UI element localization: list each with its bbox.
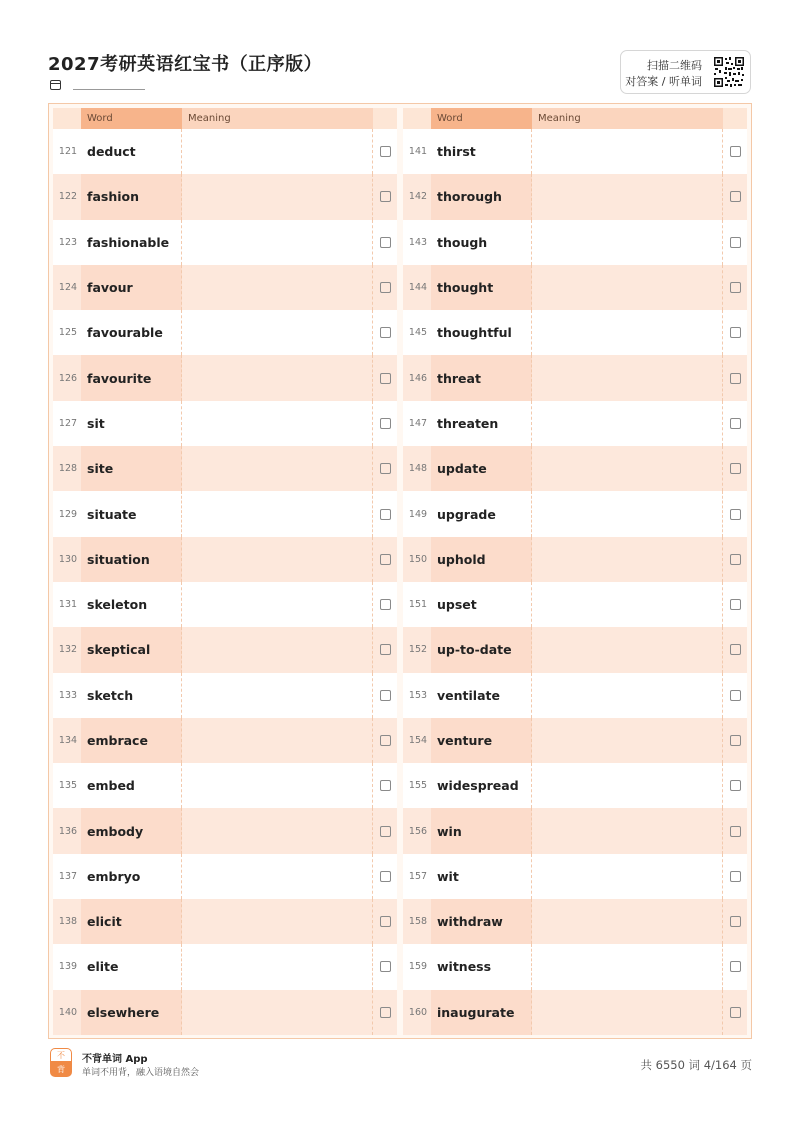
meaning-cell[interactable] xyxy=(532,129,723,174)
word-text: venture xyxy=(431,718,532,763)
check-cell xyxy=(723,763,747,808)
checkbox[interactable] xyxy=(730,735,741,746)
checkbox[interactable] xyxy=(380,282,391,293)
check-cell xyxy=(723,265,747,310)
meaning-cell[interactable] xyxy=(532,174,723,219)
checkbox[interactable] xyxy=(380,554,391,565)
checkbox[interactable] xyxy=(730,282,741,293)
word-text: situation xyxy=(81,537,182,582)
table-row xyxy=(403,944,747,989)
qr-caption-line2: 对答案 / 听单词 xyxy=(625,75,702,88)
table-row xyxy=(53,582,397,627)
checkbox[interactable] xyxy=(380,644,391,655)
check-cell xyxy=(373,129,397,174)
checkbox[interactable] xyxy=(380,735,391,746)
word-number: 133 xyxy=(58,689,78,701)
table-body xyxy=(403,129,747,1035)
checkbox[interactable] xyxy=(730,916,741,927)
checkbox[interactable] xyxy=(380,780,391,791)
meaning-cell[interactable] xyxy=(532,763,723,808)
meaning-cell[interactable] xyxy=(182,174,373,219)
word-number: 154 xyxy=(408,735,428,746)
word-text: favourable xyxy=(81,310,182,355)
checkbox[interactable] xyxy=(380,373,391,384)
header-word: Word xyxy=(431,108,532,129)
meaning-cell[interactable] xyxy=(182,537,373,582)
check-cell xyxy=(723,355,747,400)
date-row xyxy=(50,80,145,90)
word-number: 147 xyxy=(408,417,428,429)
table-row xyxy=(403,265,747,310)
header-check xyxy=(723,108,747,129)
word-text: site xyxy=(81,446,182,491)
meaning-cell[interactable] xyxy=(182,491,373,536)
meaning-cell[interactable] xyxy=(182,854,373,899)
word-number: 122 xyxy=(58,191,78,203)
check-cell xyxy=(723,808,747,853)
check-cell xyxy=(373,355,397,400)
meaning-cell[interactable] xyxy=(532,310,723,355)
table-row xyxy=(53,854,397,899)
table-row xyxy=(403,673,747,718)
app-slogan: 单词不用背，融入语境自然会 xyxy=(82,1068,200,1078)
word-number: 140 xyxy=(58,1006,78,1018)
word-text: situate xyxy=(81,491,182,536)
logo-bottom: 背 xyxy=(50,1062,72,1077)
check-cell xyxy=(373,990,397,1035)
table-row xyxy=(403,763,747,808)
word-number: 132 xyxy=(58,644,78,656)
check-cell xyxy=(373,220,397,265)
meaning-cell[interactable] xyxy=(532,537,723,582)
word-text: thought xyxy=(431,265,532,310)
table-row xyxy=(53,808,397,853)
word-text: upset xyxy=(431,582,532,627)
meaning-cell[interactable] xyxy=(532,401,723,446)
table-row xyxy=(403,220,747,265)
word-text: threaten xyxy=(431,401,532,446)
check-cell xyxy=(723,446,747,491)
page-title: 2027考研英语红宝书（正序版） xyxy=(48,54,323,75)
word-number: 130 xyxy=(58,553,78,565)
meaning-cell[interactable] xyxy=(532,582,723,627)
checkbox[interactable] xyxy=(730,191,741,202)
word-text: sit xyxy=(81,401,182,446)
word-text: embryo xyxy=(81,854,182,899)
checkbox[interactable] xyxy=(380,327,391,338)
table-body xyxy=(53,129,397,1035)
word-text: fashion xyxy=(81,174,182,219)
word-text: up-to-date xyxy=(431,627,532,672)
meaning-cell[interactable] xyxy=(532,491,723,536)
meaning-cell[interactable] xyxy=(182,220,373,265)
table-row xyxy=(403,582,747,627)
word-number: 135 xyxy=(58,780,78,792)
app-name: 不背单词 App xyxy=(82,1054,148,1065)
table-row xyxy=(53,446,397,491)
table-row xyxy=(403,718,747,763)
word-number: 157 xyxy=(408,870,428,882)
word-text: thoughtful xyxy=(431,310,532,355)
word-text: favourite xyxy=(81,355,182,400)
word-number: 128 xyxy=(58,463,78,475)
table-row xyxy=(403,129,747,174)
table-row xyxy=(53,673,397,718)
meaning-cell[interactable] xyxy=(182,673,373,718)
check-cell xyxy=(723,944,747,989)
word-text: thirst xyxy=(431,129,532,174)
word-number: 131 xyxy=(58,599,78,611)
table-row xyxy=(403,401,747,446)
word-number: 142 xyxy=(408,191,428,203)
meaning-cell[interactable] xyxy=(532,627,723,672)
table-row xyxy=(53,537,397,582)
check-cell xyxy=(373,265,397,310)
checkbox[interactable] xyxy=(380,961,391,972)
check-cell xyxy=(373,854,397,899)
meaning-cell[interactable] xyxy=(532,944,723,989)
checkbox[interactable] xyxy=(380,191,391,202)
check-cell xyxy=(373,446,397,491)
header-meaning: Meaning xyxy=(532,108,723,129)
checkbox[interactable] xyxy=(380,418,391,429)
word-number: 125 xyxy=(58,327,78,339)
word-text: thorough xyxy=(431,174,532,219)
qr-code-icon xyxy=(713,56,745,88)
check-cell xyxy=(373,673,397,718)
word-number: 155 xyxy=(408,780,428,792)
word-number: 151 xyxy=(408,599,428,611)
word-number: 134 xyxy=(58,735,78,746)
check-cell xyxy=(723,854,747,899)
check-cell xyxy=(373,808,397,853)
meaning-cell[interactable] xyxy=(532,854,723,899)
word-text: elicit xyxy=(81,899,182,944)
app-logo-icon xyxy=(50,1048,72,1078)
meaning-cell[interactable] xyxy=(182,944,373,989)
table-row xyxy=(53,718,397,763)
table-row xyxy=(403,446,747,491)
table-row xyxy=(403,854,747,899)
table-row xyxy=(53,129,397,174)
check-cell xyxy=(723,129,747,174)
word-number: 137 xyxy=(58,870,78,882)
vocab-frame xyxy=(48,103,752,1039)
checkbox[interactable] xyxy=(730,509,741,520)
table-row xyxy=(403,899,747,944)
meaning-cell[interactable] xyxy=(182,808,373,853)
meaning-cell[interactable] xyxy=(532,673,723,718)
word-text: skeptical xyxy=(81,627,182,672)
check-cell xyxy=(723,220,747,265)
checkbox[interactable] xyxy=(380,871,391,882)
word-text: wit xyxy=(431,854,532,899)
table-row xyxy=(403,808,747,853)
checkbox[interactable] xyxy=(730,463,741,474)
check-cell xyxy=(723,174,747,219)
checkbox[interactable] xyxy=(730,826,741,837)
word-text: favour xyxy=(81,265,182,310)
checkbox[interactable] xyxy=(380,1007,391,1018)
word-text: uphold xyxy=(431,537,532,582)
word-number: 121 xyxy=(58,146,78,158)
meaning-cell[interactable] xyxy=(532,220,723,265)
table-row xyxy=(403,627,747,672)
table-row xyxy=(403,355,747,400)
word-number: 158 xyxy=(408,916,428,928)
word-number: 152 xyxy=(408,644,428,656)
checkbox[interactable] xyxy=(380,916,391,927)
check-cell xyxy=(373,174,397,219)
check-cell xyxy=(373,718,397,763)
check-cell xyxy=(373,899,397,944)
check-cell xyxy=(373,310,397,355)
checkbox[interactable] xyxy=(380,146,391,157)
word-number: 127 xyxy=(58,417,78,429)
checkbox[interactable] xyxy=(380,690,391,701)
word-number: 138 xyxy=(58,916,78,928)
check-cell xyxy=(723,310,747,355)
word-text: win xyxy=(431,808,532,853)
meaning-cell[interactable] xyxy=(182,355,373,400)
checkbox[interactable] xyxy=(730,237,741,248)
vocab-table-right xyxy=(403,108,747,1035)
table-row xyxy=(53,401,397,446)
meaning-cell[interactable] xyxy=(182,401,373,446)
logo-top: 不 xyxy=(50,1048,72,1062)
word-text: elite xyxy=(81,944,182,989)
qr-card xyxy=(620,50,751,94)
table-row xyxy=(53,265,397,310)
meaning-cell[interactable] xyxy=(182,763,373,808)
word-text: embed xyxy=(81,763,182,808)
table-row xyxy=(53,763,397,808)
word-text: witness xyxy=(431,944,532,989)
word-number: 144 xyxy=(408,282,428,294)
word-text: fashionable xyxy=(81,220,182,265)
checkbox[interactable] xyxy=(730,780,741,791)
checkbox[interactable] xyxy=(380,237,391,248)
check-cell xyxy=(723,673,747,718)
word-number: 129 xyxy=(58,508,78,520)
word-number: 139 xyxy=(58,961,78,973)
word-text: deduct xyxy=(81,129,182,174)
word-text: inaugurate xyxy=(431,990,532,1035)
check-cell xyxy=(723,491,747,536)
calendar-icon xyxy=(50,80,61,90)
meaning-cell[interactable] xyxy=(182,582,373,627)
header-check xyxy=(373,108,397,129)
meaning-cell[interactable] xyxy=(182,446,373,491)
check-cell xyxy=(723,899,747,944)
meaning-cell[interactable] xyxy=(532,355,723,400)
table-row xyxy=(53,491,397,536)
check-cell xyxy=(723,537,747,582)
checkbox[interactable] xyxy=(730,690,741,701)
check-cell xyxy=(723,401,747,446)
check-cell xyxy=(723,990,747,1035)
word-number: 153 xyxy=(408,689,428,701)
meaning-cell[interactable] xyxy=(532,265,723,310)
date-blank-line xyxy=(73,80,145,90)
table-row xyxy=(403,990,747,1035)
word-number: 149 xyxy=(408,508,428,520)
word-number: 145 xyxy=(408,327,428,339)
header-num xyxy=(53,108,81,129)
table-row xyxy=(53,944,397,989)
check-cell xyxy=(723,718,747,763)
checkbox[interactable] xyxy=(380,463,391,474)
word-number: 123 xyxy=(58,236,78,248)
meaning-cell[interactable] xyxy=(182,627,373,672)
meaning-cell[interactable] xyxy=(532,718,723,763)
word-text: elsewhere xyxy=(81,990,182,1035)
qr-caption xyxy=(625,58,702,90)
checkbox[interactable] xyxy=(730,1007,741,1018)
qr-caption-line1: 扫描二维码 xyxy=(647,59,702,72)
check-cell xyxy=(373,582,397,627)
table-row xyxy=(53,174,397,219)
check-cell xyxy=(373,537,397,582)
checkbox[interactable] xyxy=(730,961,741,972)
word-text: embody xyxy=(81,808,182,853)
checkbox[interactable] xyxy=(730,146,741,157)
checkbox[interactable] xyxy=(730,418,741,429)
table-row xyxy=(53,310,397,355)
checkbox[interactable] xyxy=(380,509,391,520)
table-row xyxy=(403,310,747,355)
word-text: update xyxy=(431,446,532,491)
word-text: withdraw xyxy=(431,899,532,944)
table-row xyxy=(403,537,747,582)
check-cell xyxy=(373,944,397,989)
meaning-cell[interactable] xyxy=(182,129,373,174)
vocab-table-left xyxy=(53,108,397,1035)
meaning-cell[interactable] xyxy=(182,899,373,944)
meaning-cell[interactable] xyxy=(532,899,723,944)
check-cell xyxy=(373,491,397,536)
checkbox[interactable] xyxy=(380,826,391,837)
check-cell xyxy=(723,627,747,672)
word-text: widespread xyxy=(431,763,532,808)
meaning-cell[interactable] xyxy=(182,718,373,763)
word-number: 124 xyxy=(58,282,78,294)
header-num xyxy=(403,108,431,129)
checkbox[interactable] xyxy=(730,327,741,338)
check-cell xyxy=(373,401,397,446)
table-row xyxy=(53,990,397,1035)
check-cell xyxy=(373,763,397,808)
word-text: embrace xyxy=(81,718,182,763)
word-text: skeleton xyxy=(81,582,182,627)
meaning-cell[interactable] xyxy=(182,265,373,310)
header-word: Word xyxy=(81,108,182,129)
checkbox[interactable] xyxy=(730,599,741,610)
table-header xyxy=(53,108,397,129)
word-number: 159 xyxy=(408,961,428,973)
meaning-cell[interactable] xyxy=(182,310,373,355)
table-row xyxy=(53,627,397,672)
page-info: 共 6550 词 4/164 页 xyxy=(640,1058,752,1072)
word-text: though xyxy=(431,220,532,265)
checkbox[interactable] xyxy=(730,373,741,384)
word-number: 160 xyxy=(408,1006,428,1018)
check-cell xyxy=(723,582,747,627)
table-row xyxy=(403,491,747,536)
word-number: 156 xyxy=(408,825,428,837)
table-row xyxy=(403,174,747,219)
word-number: 150 xyxy=(408,553,428,565)
meaning-cell[interactable] xyxy=(182,990,373,1035)
word-number: 143 xyxy=(408,236,428,248)
checkbox[interactable] xyxy=(380,599,391,610)
table-row xyxy=(53,899,397,944)
checkbox[interactable] xyxy=(730,554,741,565)
word-number: 126 xyxy=(58,372,78,384)
word-number: 148 xyxy=(408,463,428,475)
word-number: 146 xyxy=(408,372,428,384)
meaning-cell[interactable] xyxy=(532,990,723,1035)
word-number: 136 xyxy=(58,825,78,837)
meaning-cell[interactable] xyxy=(532,446,723,491)
table-header xyxy=(403,108,747,129)
word-number: 141 xyxy=(408,146,428,158)
word-text: ventilate xyxy=(431,673,532,718)
header-meaning: Meaning xyxy=(182,108,373,129)
word-text: upgrade xyxy=(431,491,532,536)
checkbox[interactable] xyxy=(730,871,741,882)
check-cell xyxy=(373,627,397,672)
checkbox[interactable] xyxy=(730,644,741,655)
table-row xyxy=(53,220,397,265)
table-row xyxy=(53,355,397,400)
word-text: sketch xyxy=(81,673,182,718)
meaning-cell[interactable] xyxy=(532,808,723,853)
word-text: threat xyxy=(431,355,532,400)
